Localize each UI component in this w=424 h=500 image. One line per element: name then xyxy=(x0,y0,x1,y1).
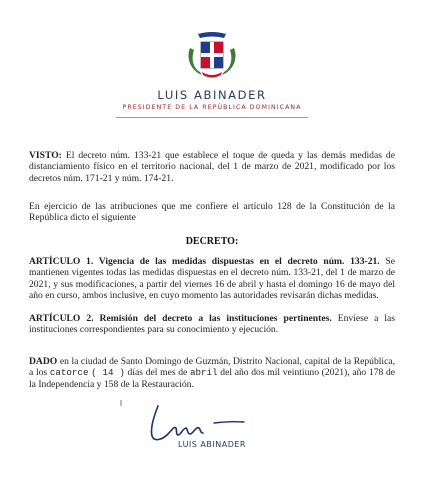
article-1-label: ARTÍCULO 1. Vigencia de las medidas dispuestas en el decreto núm. 133-21. xyxy=(29,256,380,267)
article-2-text: Envíese a las instituciones correspondientes para su conocimiento y ejecución. xyxy=(29,313,395,336)
article-2-paragraph xyxy=(29,313,395,336)
dado-month: abril xyxy=(190,367,218,379)
visto-paragraph xyxy=(29,150,395,184)
visto-label: VISTO: xyxy=(29,150,62,161)
dado-text-2: días del mes de xyxy=(127,367,188,379)
dado-text-1: en la ciudad de Santo Domingo de Guzmán, Distrito Nacional, capital de la República, a los xyxy=(29,356,395,379)
header-divider xyxy=(116,117,308,118)
coat-of-arms-icon xyxy=(184,28,240,80)
issuer-name: LUIS ABINADER xyxy=(157,88,267,102)
article-1-paragraph xyxy=(29,256,395,301)
dado-day-words: catorce xyxy=(49,367,89,379)
dado-paragraph xyxy=(29,356,395,390)
dado-label: DADO xyxy=(29,356,58,367)
preamble-paragraph: En ejercicio de las atribuciones que me confiere el artículo 128 de la Constitución de la República dicto el siguiente xyxy=(29,201,395,224)
dado-day-number: ( 14 ) xyxy=(91,367,125,379)
issuer-role: PRESIDENTE DE LA REPÚBLICA DOMINICANA xyxy=(122,104,302,111)
dado-text-3: del año dos mil veintiuno (2021), año 178 de la Independencia y 158 de la Restauración. xyxy=(29,367,396,390)
signature-name: LUIS ABINADER xyxy=(178,440,246,449)
article-1-text: Se mantienen vigentes todas las medidas dispuestas en el decreto núm. 133-21, del 1 de marzo de 2021, y sus modificaciones, a partir del viernes 16 de abril y hasta el domingo 16 de mayo del año en curso, ambos inclusive, en cuyo momento las autoridades revisarán dichas medidas. xyxy=(29,256,395,301)
handwritten-signature xyxy=(140,398,260,446)
article-2-label: ARTÍCULO 2. Remisión del decreto a las instituciones pertinentes. xyxy=(29,313,332,324)
margin-mark xyxy=(120,400,122,406)
visto-text: El decreto núm. 133-21 que establece el toque de queda y las demás medidas de distanciamiento físico en el territorio nacional, del 1 de marzo de 2021, modificado por los decretos núm. 171-21 y núm. 174-21. xyxy=(29,150,395,184)
decree-heading: DECRETO: xyxy=(185,236,239,247)
